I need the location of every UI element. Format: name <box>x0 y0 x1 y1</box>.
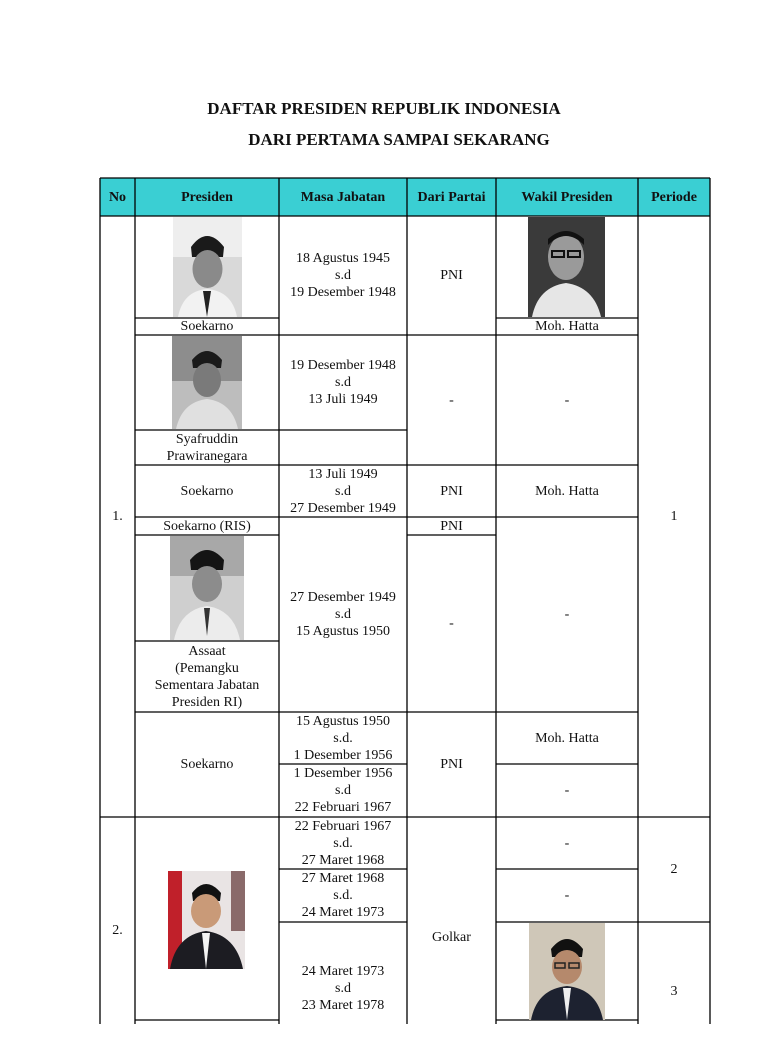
r3-partai: PNI <box>440 483 463 499</box>
r5-partai: - <box>449 616 454 631</box>
r3-masa-jabatan: 13 Juli 1949 s.d 27 Desember 1949 <box>290 466 396 516</box>
row-number-2: 2. <box>112 923 123 938</box>
row-number-1: 1. <box>112 509 123 524</box>
r5-masa-jabatan: 27 Desember 1949 s.d 15 Agustus 1950 <box>290 590 396 639</box>
r6-wakil-b: - <box>564 783 570 798</box>
periode-2: 2 <box>670 862 678 877</box>
photo-soekarno <box>173 217 242 317</box>
r3-wakil: Moh. Hatta <box>535 483 599 499</box>
photo-assaat <box>170 536 244 640</box>
header-dari-partai: Dari Partai <box>417 189 486 205</box>
r6-masa-jabatan-a: 15 Agustus 1950 s.d. 1 Desember 1956 <box>293 713 393 763</box>
r7-wakil-b: - <box>564 888 570 903</box>
r2-partai: - <box>449 392 454 408</box>
document-subtitle: DARI PERTAMA SAMPAI SEKARANG <box>248 130 550 149</box>
header-periode: Periode <box>651 189 697 205</box>
header-no: No <box>108 189 127 205</box>
r6-partai: PNI <box>440 757 463 772</box>
header-masa-jabatan: Masa Jabatan <box>300 189 386 205</box>
r2-presiden: Syafruddin Prawiranegara <box>166 431 248 464</box>
r6-wakil-a: Moh. Hatta <box>535 730 599 746</box>
periode-1: 1 <box>670 509 678 524</box>
photo-syafruddin <box>172 336 242 429</box>
header-presiden: Presiden <box>181 189 233 205</box>
r1-partai: PNI <box>440 268 463 283</box>
photo-hatta <box>528 217 605 317</box>
document-title: DAFTAR PRESIDEN REPUBLIK INDONESIA <box>207 99 561 118</box>
periode-3: 3 <box>670 983 678 999</box>
r2-masa-jabatan: 19 Desember 1948 s.d 13 Juli 1949 <box>290 358 396 407</box>
r7-masa-jabatan-c: 24 Maret 1973 s.d 23 Maret 1978 <box>301 963 385 1013</box>
photo-hamengkubuwono <box>529 923 605 1020</box>
r5-presiden: Assaat (Pemangku Sementara Jabatan Presiden RI) <box>154 643 260 710</box>
header-wakil-presiden: Wakil Presiden <box>521 189 613 205</box>
r6-presiden: Soekarno <box>180 757 234 772</box>
photo-soeharto <box>168 871 245 969</box>
r6-masa-jabatan-b: 1 Desember 1956 s.d 22 Februari 1967 <box>293 766 393 815</box>
r7-partai: Golkar <box>432 929 471 945</box>
r4-presiden: Soekarno (RIS) <box>163 518 251 534</box>
r1-wakil: Moh. Hatta <box>535 319 599 334</box>
r4-partai: PNI <box>440 518 463 534</box>
r7-wakil-a: - <box>564 835 570 851</box>
r5-wakil: - <box>564 607 570 622</box>
r2-wakil: - <box>564 392 570 408</box>
r7-masa-jabatan-a: 22 Februari 1967 s.d. 27 Maret 1968 <box>294 818 392 868</box>
r3-presiden: Soekarno <box>180 483 234 499</box>
r7-masa-jabatan-b: 27 Maret 1968 s.d. 24 Maret 1973 <box>301 871 385 920</box>
r1-masa-jabatan: 18 Agustus 1945 s.d 19 Desember 1948 <box>290 251 396 300</box>
r1-presiden: Soekarno <box>180 319 234 334</box>
